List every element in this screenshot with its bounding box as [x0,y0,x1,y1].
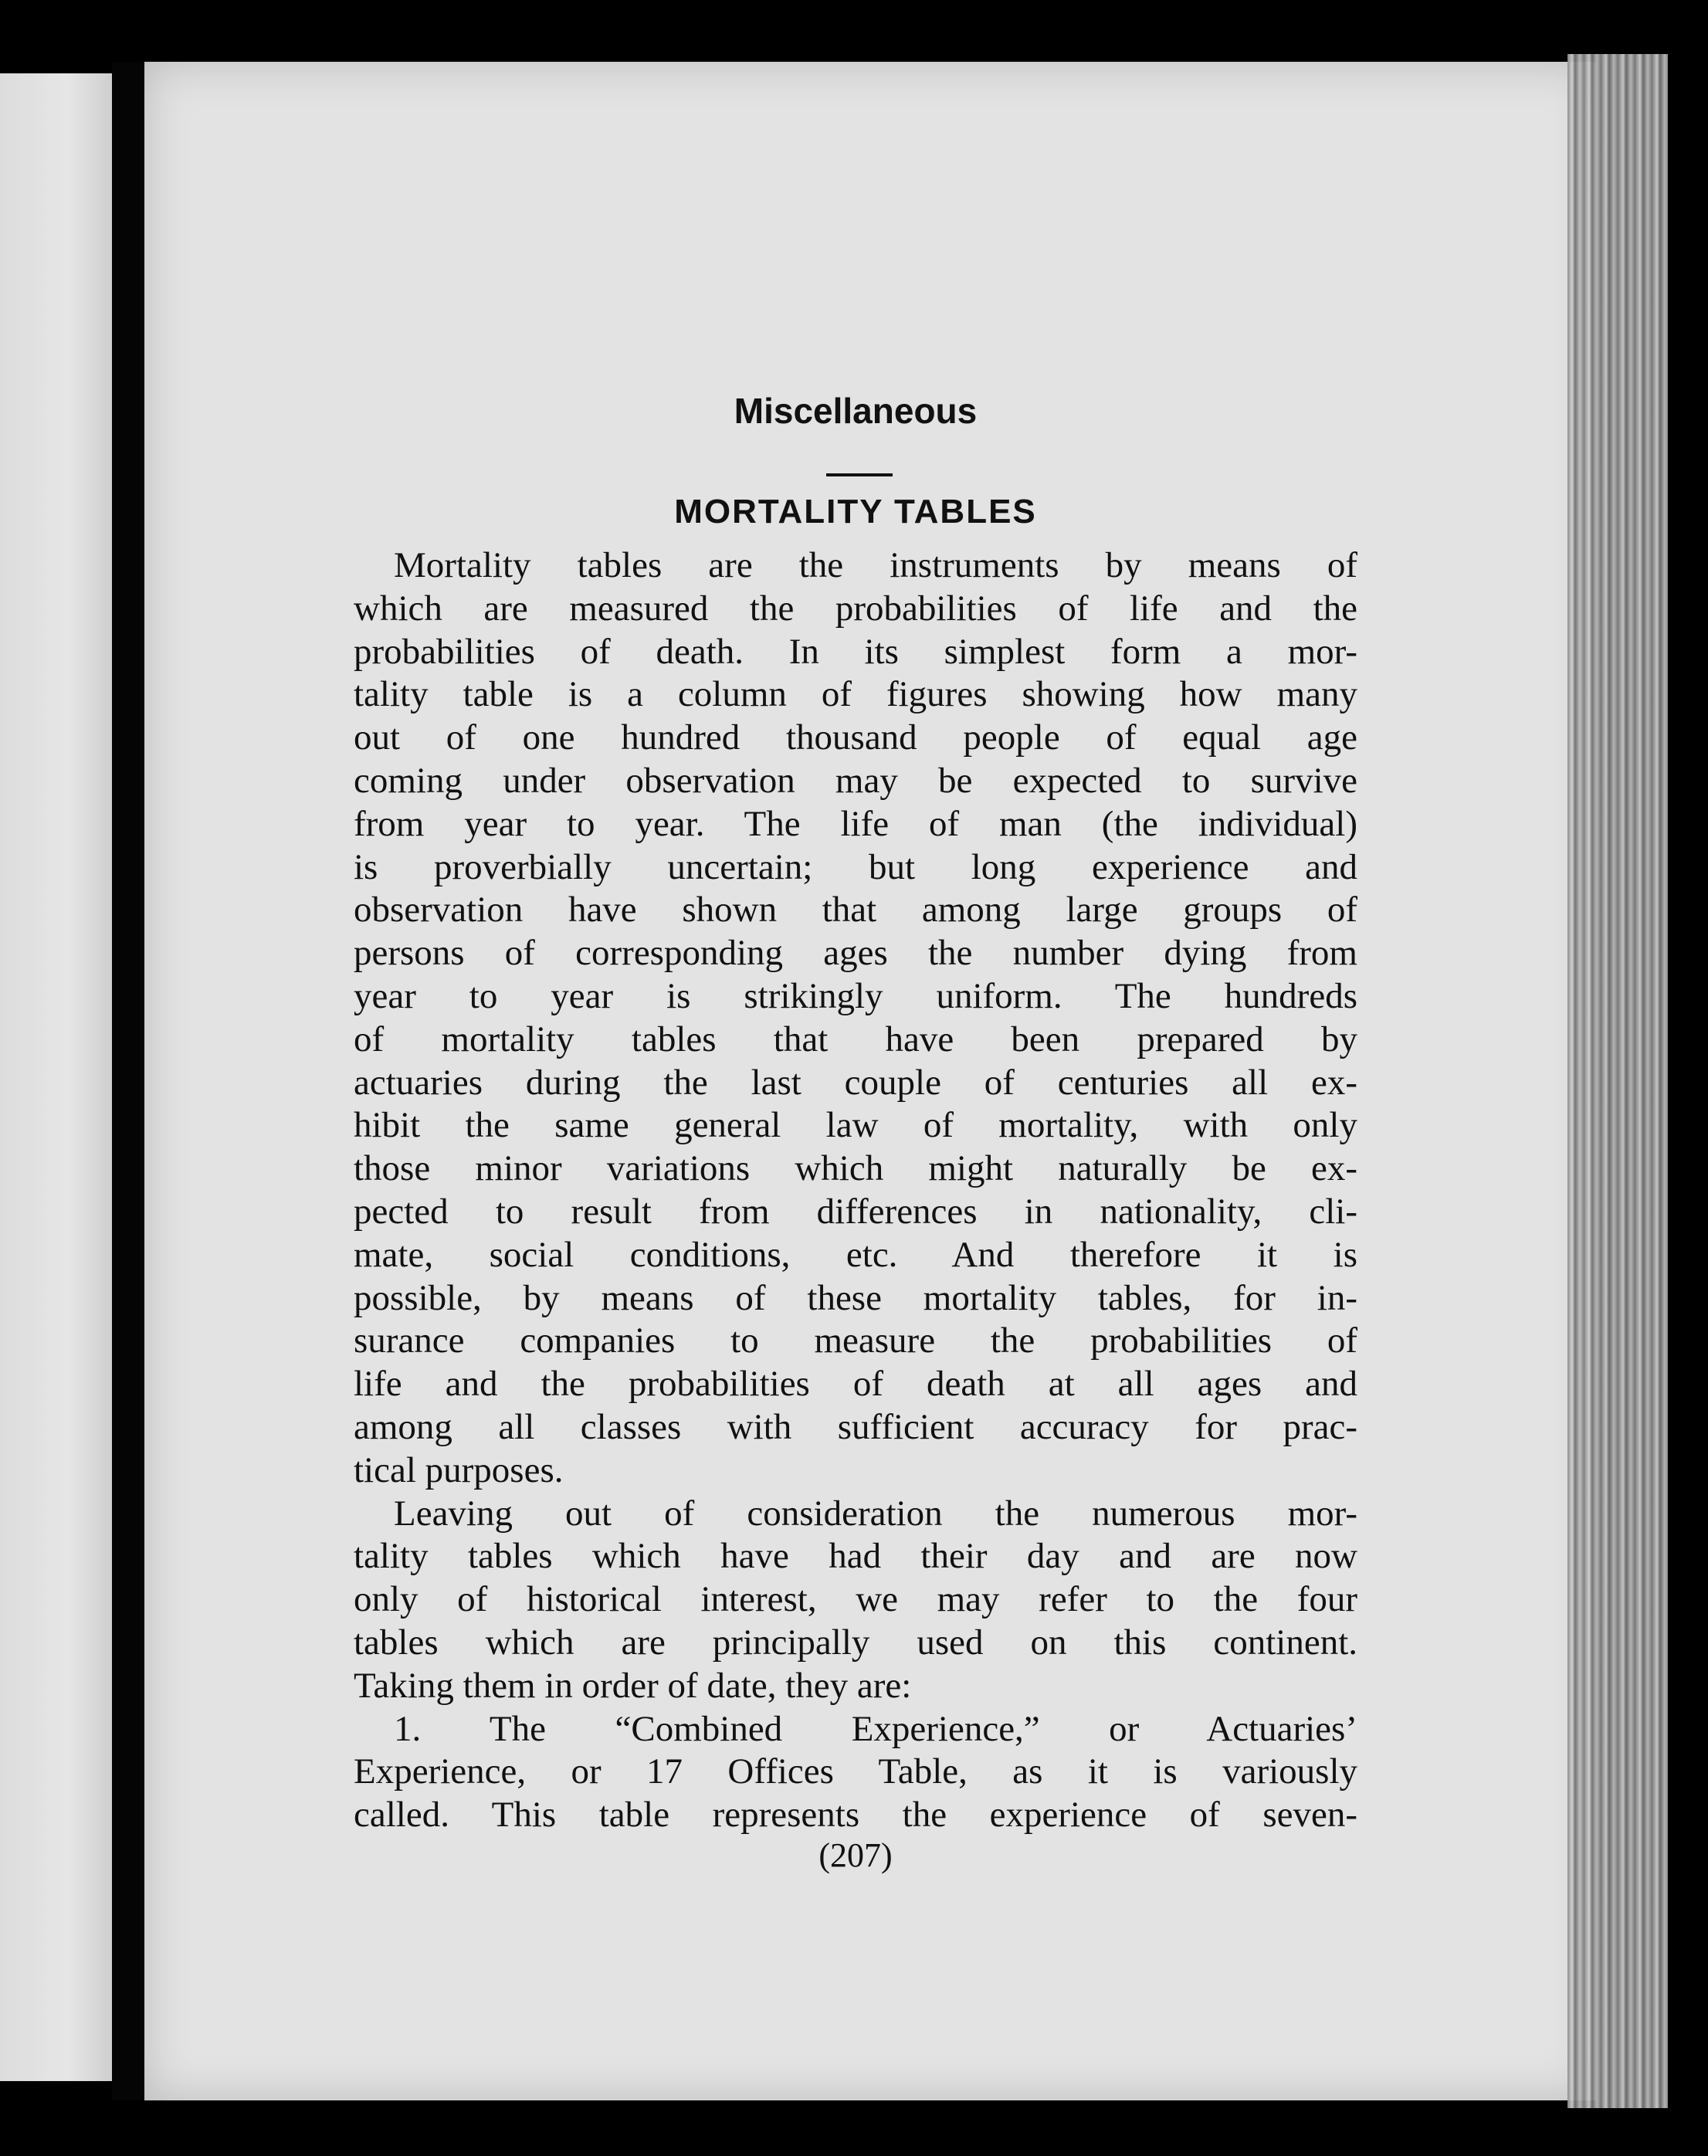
text-line: mate, social conditions, etc. And therefore it is [354,1234,1357,1275]
heading-rule [826,473,893,476]
text-line: called. This table represents the experience of seven- [354,1795,1357,1836]
page-number: (207) [818,1836,893,1874]
text-line: from year to year. The life of man (the individual) [354,803,1357,844]
text-line: Experience, or 17 Offices Table, as it is variously [354,1751,1357,1792]
text-line: Mortality tables are the instruments by means of [394,545,1357,585]
article-title: MORTALITY TABLES [674,493,1037,531]
section-heading: Miscellaneous [734,391,978,431]
text-line: is proverbially uncertain; but long experience and [354,846,1357,887]
text-line: hibit the same general law of mortality, with only [354,1105,1357,1146]
text-line: persons of corresponding ages the number dying from [354,933,1357,974]
text-line: coming under observation may be expected to survive [354,760,1357,801]
text-line: observation have shown that among large groups of [354,890,1357,931]
text-line: Leaving out of consideration the numerous mor- [394,1493,1357,1534]
facing-page-edge [0,73,112,2081]
text-line: surance companies to measure the probabilities of [354,1320,1357,1361]
body-text [354,544,1357,1837]
text-line: tality tables which have had their day and are now [354,1536,1357,1577]
text-line: year to year is strikingly uniform. The hundreds [354,975,1357,1016]
text-line: Taking them in order of date, they are: [354,1665,912,1706]
text-line: tables which are principally used on this continent. [354,1622,1357,1663]
text-line: life and the probabilities of death at all ages and [354,1364,1357,1405]
text-line: of mortality tables that have been prepared by [354,1019,1357,1059]
text-line: those minor variations which might naturally be ex- [354,1148,1357,1189]
text-line: which are measured the probabilities of life and the [354,588,1357,629]
text-line: actuaries during the last couple of centuries all ex- [354,1062,1357,1103]
text-line: tality table is a column of figures showing how many [354,674,1357,715]
text-line: among all classes with sufficient accuracy for prac- [354,1406,1357,1447]
text-line: tical purposes. [354,1449,564,1490]
text-line: possible, by means of these mortality tables, for in- [354,1277,1357,1318]
text-line: only of historical interest, we may refer to the four [354,1579,1357,1620]
page-edges [1567,54,1668,2108]
book-gutter [112,62,144,2100]
text-line: out of one hundred thousand people of equal age [354,717,1357,758]
text-line: pected to result from differences in nationality, cli- [354,1191,1357,1232]
text-line: probabilities of death. In its simplest form a mor- [354,631,1357,672]
text-line: 1. The “Combined Experience,” or Actuaries’ [394,1708,1357,1749]
